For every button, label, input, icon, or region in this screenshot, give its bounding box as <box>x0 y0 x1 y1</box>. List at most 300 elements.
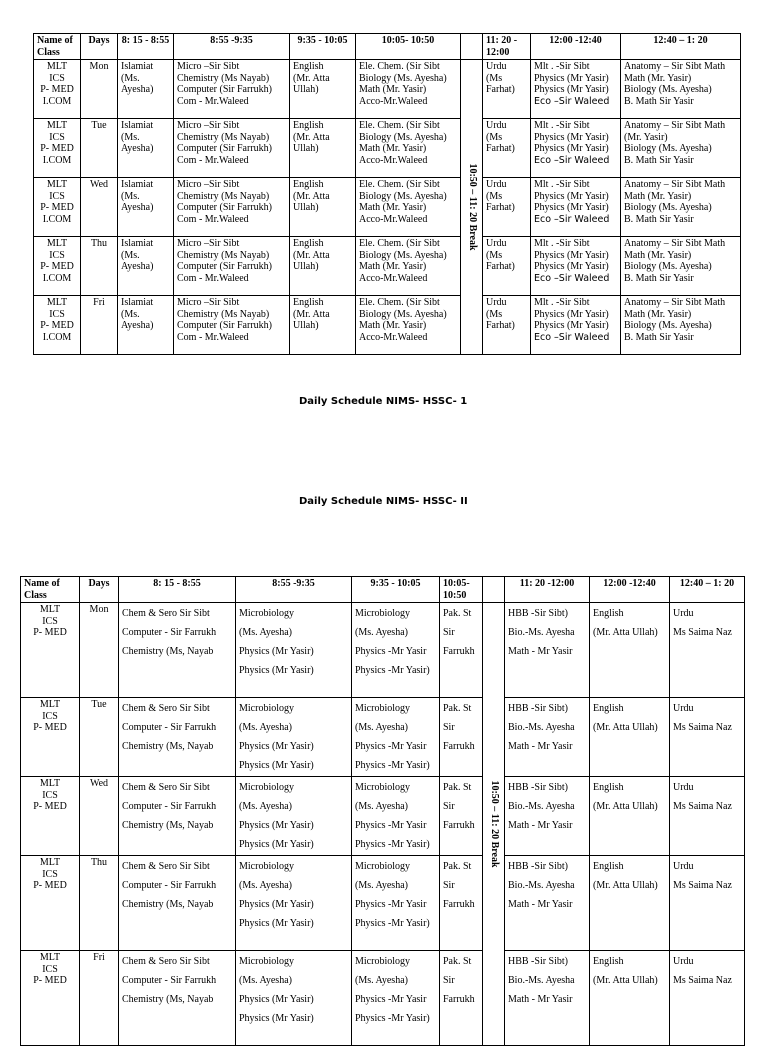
cell-line: Farrukh <box>443 741 475 752</box>
cell-line: English <box>293 238 324 249</box>
cell-line: Farhat) <box>486 320 515 331</box>
cell-line: Ullah) <box>293 84 319 95</box>
period-cell <box>352 856 440 951</box>
cell-line: Microbiology <box>239 861 294 872</box>
schedule-row <box>21 951 745 1046</box>
day-cell: Thu <box>80 856 119 951</box>
period-cell <box>621 178 741 237</box>
cell-line: Sir <box>443 801 455 812</box>
cell-line: Biology (Ms. Ayesha) <box>359 72 447 84</box>
cell-line: Physics (Mr Yasir) <box>534 190 609 202</box>
cell-line: (Ms. <box>121 131 140 143</box>
cell-line: (Mr. Atta Ullah) <box>593 627 658 638</box>
cell-line: Physics -Mr Yasir <box>355 646 427 657</box>
period-cell <box>290 178 356 237</box>
cell-line: English <box>593 861 624 872</box>
cell-line: Urdu <box>486 179 507 190</box>
cell-line: ICS <box>49 190 65 202</box>
cell-line: Ele. Chem. (Sir Sibt <box>359 120 440 131</box>
cell-line: Physics (Mr Yasir) <box>239 760 314 771</box>
period-cell <box>440 951 483 1046</box>
schedule-row <box>34 119 741 178</box>
cell-line: Physics (Mr Yasir) <box>239 1013 314 1024</box>
cell-line: Physics (Mr Yasir) <box>534 308 609 320</box>
cell-line: Biology (Ms. Ayesha) <box>624 320 712 331</box>
cell-line: Eco –Sir Waleed <box>534 154 610 166</box>
cell-line: (Ms <box>486 72 503 84</box>
cell-line: MLT <box>39 604 61 615</box>
cell-line: (Mr. Atta <box>293 308 330 320</box>
cell-line: Ayesha) <box>121 143 154 154</box>
cell-line: (Ms <box>486 131 503 143</box>
cell-line: Chemistry (Ms, Nayab <box>122 820 214 831</box>
cell-line: Micro –Sir Sibt <box>177 61 240 72</box>
cell-line: Physics -Mr Yasir) <box>355 839 430 850</box>
period-cell <box>119 698 236 777</box>
cell-line: Microbiology <box>355 956 410 967</box>
cell-line: Physics -Mr Yasir <box>355 820 427 831</box>
cell-line: Physics -Mr Yasir) <box>355 665 430 676</box>
period-cell <box>119 603 236 698</box>
hssc2-header-slot6: 12:00 -12:40 <box>590 577 670 603</box>
hssc2-header-slot7: 12:40 – 1: 20 <box>670 577 745 603</box>
period-cell <box>356 119 461 178</box>
cell-line: Urdu <box>486 238 507 249</box>
cell-line: Com - Mr.Waleed <box>177 95 249 107</box>
cell-line: (Mr. Atta <box>293 131 330 143</box>
cell-line: Ayesha) <box>121 202 154 213</box>
cell-line: Farrukh <box>443 994 475 1005</box>
cell-line: Micro –Sir Sibt <box>177 179 240 190</box>
cell-line: Chemistry (Ms, Nayab <box>122 994 214 1005</box>
cell-line: Ayesha) <box>121 320 154 331</box>
cell-line: Pak. St <box>443 861 472 872</box>
cell-line: Acco-Mr.Waleed <box>359 272 428 284</box>
cell-line: MLT <box>39 778 61 789</box>
cell-line: Ullah) <box>293 143 319 154</box>
cell-line: Pak. St <box>443 782 472 793</box>
cell-line: Math (Mr. Yasir) <box>359 143 427 154</box>
cell-line: Ayesha) <box>121 261 154 272</box>
cell-line: Biology (Ms. Ayesha) <box>624 261 712 272</box>
period-cell <box>590 698 670 777</box>
schedule-row <box>21 777 745 856</box>
cell-line: Math - Mr Yasir <box>508 741 573 752</box>
hssc1-header-slot6: 12:00 -12:40 <box>531 34 621 60</box>
cell-line: Urdu <box>486 120 507 131</box>
period-cell <box>483 237 531 296</box>
period-cell <box>621 237 741 296</box>
schedule-row <box>21 603 745 698</box>
period-cell <box>290 119 356 178</box>
class-names-cell <box>34 296 81 355</box>
cell-line: Anatomy – Sir Sibt Math <box>624 297 726 308</box>
cell-line: Computer - Sir Farrukh <box>122 627 217 638</box>
cell-line: Urdu <box>486 297 507 308</box>
cell-line: ICS <box>42 615 58 627</box>
period-cell <box>621 296 741 355</box>
hssc1-header-slot1: 8: 15 - 8:55 <box>118 34 174 60</box>
cell-line: Anatomy – Sir Sibt Math <box>624 238 726 249</box>
period-cell <box>505 777 590 856</box>
cell-line: Farhat) <box>486 143 515 154</box>
cell-line: Micro –Sir Sibt <box>177 297 240 308</box>
hssc2-header-slot4: 10:05- 10:50 <box>440 577 483 603</box>
period-cell <box>483 296 531 355</box>
cell-line: Math - Mr Yasir <box>508 646 573 657</box>
cell-line: P- MED <box>40 320 74 331</box>
period-cell <box>352 951 440 1046</box>
cell-line: Sir <box>443 975 455 986</box>
cell-line: HBB -Sir Sibt) <box>508 861 569 872</box>
cell-line: English <box>293 297 324 308</box>
cell-line: ICS <box>42 710 58 722</box>
cell-line: P- MED <box>33 722 67 733</box>
cell-line: P- MED <box>40 261 74 272</box>
cell-line: Farrukh <box>443 820 475 831</box>
cell-line: (Ms. <box>121 308 140 320</box>
cell-line: (Mr. Yasir) <box>624 131 668 143</box>
hssc2-header-slot1: 8: 15 - 8:55 <box>119 577 236 603</box>
cell-line: Math (Mr. Yasir) <box>359 84 427 95</box>
cell-line: Microbiology <box>355 608 410 619</box>
hssc1-header-slot7: 12:40 – 1: 20 <box>621 34 741 60</box>
cell-line: Islamiat <box>121 179 154 190</box>
cell-line: B. Math Sir Yasir <box>624 272 694 284</box>
cell-line: Ms Saima Naz <box>673 880 732 891</box>
period-cell <box>531 60 621 119</box>
hssc1-header-slot5: 11: 20 - 12:00 <box>483 34 531 60</box>
cell-line: Ullah) <box>293 202 319 213</box>
cell-line: I.COM <box>42 213 72 225</box>
cell-line: Physics (Mr Yasir) <box>534 143 609 154</box>
cell-line: ICS <box>42 789 58 801</box>
day-cell: Wed <box>80 777 119 856</box>
cell-line: (Ms. Ayesha) <box>355 880 408 891</box>
cell-line: B. Math Sir Yasir <box>624 154 694 166</box>
class-names-cell <box>34 237 81 296</box>
cell-line: MLT <box>39 699 61 710</box>
period-cell <box>118 178 174 237</box>
cell-line: Mlt . -Sir Sibt <box>534 297 590 308</box>
hssc2-header-slot3: 9:35 - 10:05 <box>352 577 440 603</box>
period-cell <box>621 60 741 119</box>
cell-line: Com - Mr.Waleed <box>177 331 249 343</box>
cell-line: Islamiat <box>121 297 154 308</box>
cell-line: Math - Mr Yasir <box>508 994 573 1005</box>
cell-line: Microbiology <box>355 782 410 793</box>
cell-line: Islamiat <box>121 238 154 249</box>
cell-line: Ele. Chem. (Sir Sibt <box>359 297 440 308</box>
cell-line: English <box>293 61 324 72</box>
cell-line: Chem & Sero Sir Sibt <box>122 956 210 967</box>
cell-line: (Ms <box>486 249 503 261</box>
cell-line: Sir <box>443 880 455 891</box>
cell-line: Physics (Mr Yasir) <box>239 918 314 929</box>
cell-line: Microbiology <box>239 782 294 793</box>
cell-line: English <box>593 782 624 793</box>
cell-line: Com - Mr.Waleed <box>177 154 249 166</box>
period-cell <box>356 60 461 119</box>
cell-line: Eco –Sir Waleed <box>534 272 610 284</box>
cell-line: P- MED <box>33 975 67 986</box>
cell-line: Biology (Ms. Ayesha) <box>624 84 712 95</box>
cell-line: Chemistry (Ms, Nayab <box>122 741 214 752</box>
cell-line: (Ms. Ayesha) <box>355 722 408 733</box>
cell-line: Ele. Chem. (Sir Sibt <box>359 61 440 72</box>
cell-line: (Ms. Ayesha) <box>355 627 408 638</box>
schedule-row <box>34 296 741 355</box>
cell-line: ICS <box>42 868 58 880</box>
cell-line: B. Math Sir Yasir <box>624 331 694 343</box>
class-names-cell <box>34 119 81 178</box>
cell-line: Physics (Mr Yasir) <box>534 261 609 272</box>
cell-line: Computer (Sir Farrukh) <box>177 84 272 95</box>
cell-line: Computer - Sir Farrukh <box>122 880 217 891</box>
cell-line: Microbiology <box>355 703 410 714</box>
cell-line: Mlt . -Sir Sibt <box>534 61 590 72</box>
cell-line: Urdu <box>486 61 507 72</box>
cell-line: HBB -Sir Sibt) <box>508 703 569 714</box>
cell-line: Farrukh <box>443 899 475 910</box>
cell-line: P- MED <box>40 143 74 154</box>
cell-line: (Ms. Ayesha) <box>239 880 292 891</box>
cell-line: Chemistry (Ms Nayab) <box>177 308 270 320</box>
hssc2-caption: Daily Schedule NIMS- HSSC- II <box>299 496 468 507</box>
period-cell <box>290 296 356 355</box>
cell-line: MLT <box>39 952 61 963</box>
period-cell <box>531 119 621 178</box>
hssc1-header-slot4: 10:05- 10:50 <box>356 34 461 60</box>
day-cell: Fri <box>81 296 118 355</box>
cell-line: Pak. St <box>443 703 472 714</box>
schedule-row <box>34 178 741 237</box>
cell-line: Chemistry (Ms Nayab) <box>177 72 270 84</box>
cell-line: Pak. St <box>443 608 472 619</box>
cell-line: Computer (Sir Farrukh) <box>177 261 272 272</box>
cell-line: MLT <box>39 857 61 868</box>
cell-line: (Mr. Atta Ullah) <box>593 975 658 986</box>
cell-line: Com - Mr.Waleed <box>177 272 249 284</box>
period-cell <box>531 178 621 237</box>
cell-line: Urdu <box>673 782 694 793</box>
cell-line: Chemistry (Ms Nayab) <box>177 131 270 143</box>
period-cell <box>118 60 174 119</box>
class-names-cell <box>21 856 80 951</box>
cell-line: Chem & Sero Sir Sibt <box>122 861 210 872</box>
cell-line: Chemistry (Ms Nayab) <box>177 190 270 202</box>
class-names-cell <box>21 603 80 698</box>
cell-line: Computer (Sir Farrukh) <box>177 143 272 154</box>
cell-line: Ele. Chem. (Sir Sibt <box>359 179 440 190</box>
period-cell <box>621 119 741 178</box>
cell-line: MLT <box>46 238 68 249</box>
cell-line: P- MED <box>33 801 67 812</box>
period-cell <box>119 856 236 951</box>
day-cell: Tue <box>80 698 119 777</box>
period-cell <box>590 777 670 856</box>
cell-line: Physics -Mr Yasir) <box>355 1013 430 1024</box>
cell-line: Ullah) <box>293 261 319 272</box>
cell-line: Mlt . -Sir Sibt <box>534 179 590 190</box>
cell-line: Chem & Sero Sir Sibt <box>122 608 210 619</box>
cell-line: (Ms. Ayesha) <box>239 627 292 638</box>
break-label: 10:50 – 11: 20 Break <box>488 780 500 868</box>
cell-line: Physics (Mr Yasir) <box>239 741 314 752</box>
cell-line: Acco-Mr.Waleed <box>359 95 428 107</box>
cell-line: I.COM <box>42 272 72 284</box>
cell-line: Computer - Sir Farrukh <box>122 801 217 812</box>
cell-line: (Ms. Ayesha) <box>355 975 408 986</box>
day-cell: Mon <box>81 60 118 119</box>
period-cell <box>670 777 745 856</box>
cell-line: Biology (Ms. Ayesha) <box>359 190 447 202</box>
cell-line: Urdu <box>673 703 694 714</box>
cell-line: Ms Saima Naz <box>673 722 732 733</box>
period-cell <box>505 951 590 1046</box>
cell-line: (Mr. Atta Ullah) <box>593 880 658 891</box>
cell-line: (Mr. Atta Ullah) <box>593 801 658 812</box>
period-cell <box>483 119 531 178</box>
day-cell: Fri <box>80 951 119 1046</box>
cell-line: Physics (Mr Yasir) <box>534 84 609 95</box>
cell-line: (Mr. Atta Ullah) <box>593 722 658 733</box>
period-cell <box>670 603 745 698</box>
period-cell <box>356 178 461 237</box>
cell-line: MLT <box>46 120 68 131</box>
period-cell <box>440 856 483 951</box>
hssc1-header-slot3: 9:35 - 10:05 <box>290 34 356 60</box>
class-names-cell <box>34 60 81 119</box>
cell-line: MLT <box>46 61 68 72</box>
cell-line: MLT <box>46 179 68 190</box>
cell-line: (Ms. Ayesha) <box>239 801 292 812</box>
hssc2-header-slot2: 8:55 -9:35 <box>236 577 352 603</box>
cell-line: Bio.-Ms. Ayesha <box>508 880 575 891</box>
hssc2-header-slot5: 11: 20 -12:00 <box>505 577 590 603</box>
cell-line: (Mr. Atta <box>293 190 330 202</box>
period-cell <box>356 237 461 296</box>
cell-line: Urdu <box>673 956 694 967</box>
cell-line: (Ms. Ayesha) <box>355 801 408 812</box>
cell-line: (Ms. Ayesha) <box>239 975 292 986</box>
hssc2-header-break <box>483 577 505 603</box>
cell-line: Computer - Sir Farrukh <box>122 722 217 733</box>
hssc1-header-row <box>34 34 741 60</box>
cell-line: ICS <box>49 308 65 320</box>
cell-line: Anatomy – Sir Sibt Math <box>624 179 726 190</box>
period-cell <box>440 603 483 698</box>
period-cell <box>119 951 236 1046</box>
cell-line: I.COM <box>42 154 72 166</box>
period-cell <box>236 856 352 951</box>
cell-line: Biology (Ms. Ayesha) <box>359 249 447 261</box>
day-cell: Thu <box>81 237 118 296</box>
cell-line: Computer (Sir Farrukh) <box>177 320 272 331</box>
period-cell <box>236 603 352 698</box>
cell-line: Microbiology <box>355 861 410 872</box>
cell-line: I.COM <box>42 331 72 343</box>
cell-line: HBB -Sir Sibt) <box>508 782 569 793</box>
cell-line: Physics (Mr Yasir) <box>239 839 314 850</box>
hssc1-body <box>34 60 741 355</box>
cell-line: Physics (Mr Yasir) <box>239 646 314 657</box>
cell-line: Anatomy – Sir Sibt Math <box>624 120 726 131</box>
cell-line: Acco-Mr.Waleed <box>359 213 428 225</box>
cell-line: B. Math Sir Yasir <box>624 213 694 225</box>
period-cell <box>174 296 290 355</box>
class-names-cell <box>21 951 80 1046</box>
period-cell <box>590 951 670 1046</box>
cell-line: MLT <box>46 297 68 308</box>
day-cell: Tue <box>81 119 118 178</box>
hssc1-schedule-table <box>33 33 741 355</box>
cell-line: Physics (Mr Yasir) <box>239 665 314 676</box>
schedule-row <box>34 60 741 119</box>
cell-line: English <box>593 703 624 714</box>
cell-line: Mlt . -Sir Sibt <box>534 120 590 131</box>
period-cell <box>670 698 745 777</box>
period-cell <box>440 698 483 777</box>
cell-line: (Ms. <box>121 190 140 202</box>
cell-line: HBB -Sir Sibt) <box>508 608 569 619</box>
period-cell <box>290 60 356 119</box>
hssc2-header-days: Days <box>80 577 119 603</box>
cell-line: Ele. Chem. (Sir Sibt <box>359 238 440 249</box>
cell-line: Biology (Ms. Ayesha) <box>359 308 447 320</box>
cell-line: Physics (Mr Yasir) <box>534 131 609 143</box>
cell-line: Ms Saima Naz <box>673 801 732 812</box>
day-cell: Mon <box>80 603 119 698</box>
cell-line: Physics (Mr Yasir) <box>239 820 314 831</box>
cell-line: ICS <box>49 131 65 143</box>
period-cell <box>352 603 440 698</box>
cell-line: Computer - Sir Farrukh <box>122 975 217 986</box>
cell-line: (Mr. Atta <box>293 72 330 84</box>
cell-line: English <box>593 608 624 619</box>
cell-line: Acco-Mr.Waleed <box>359 331 428 343</box>
cell-line: Math - Mr Yasir <box>508 820 573 831</box>
cell-line: P- MED <box>40 84 74 95</box>
cell-line: Farhat) <box>486 84 515 95</box>
cell-line: Ayesha) <box>121 84 154 95</box>
cell-line: Physics (Mr Yasir) <box>239 899 314 910</box>
cell-line: Ms Saima Naz <box>673 975 732 986</box>
schedule-row <box>21 856 745 951</box>
cell-line: English <box>593 956 624 967</box>
day-cell: Wed <box>81 178 118 237</box>
cell-line: Math (Mr. Yasir) <box>359 320 427 331</box>
cell-line: Physics -Mr Yasir <box>355 994 427 1005</box>
period-cell <box>119 777 236 856</box>
cell-line: Eco –Sir Waleed <box>534 213 610 225</box>
cell-line: Physics (Mr Yasir) <box>534 249 609 261</box>
hssc2-header-row <box>21 577 745 603</box>
hssc1-header-break <box>461 34 483 60</box>
period-cell <box>505 698 590 777</box>
cell-line: Biology (Ms. Ayesha) <box>624 143 712 154</box>
period-cell <box>352 777 440 856</box>
period-cell <box>505 603 590 698</box>
period-cell <box>483 60 531 119</box>
period-cell <box>174 178 290 237</box>
break-column <box>483 603 505 1046</box>
period-cell <box>531 296 621 355</box>
cell-line: (Ms <box>486 308 503 320</box>
period-cell <box>531 237 621 296</box>
cell-line: Computer (Sir Farrukh) <box>177 202 272 213</box>
period-cell <box>670 856 745 951</box>
